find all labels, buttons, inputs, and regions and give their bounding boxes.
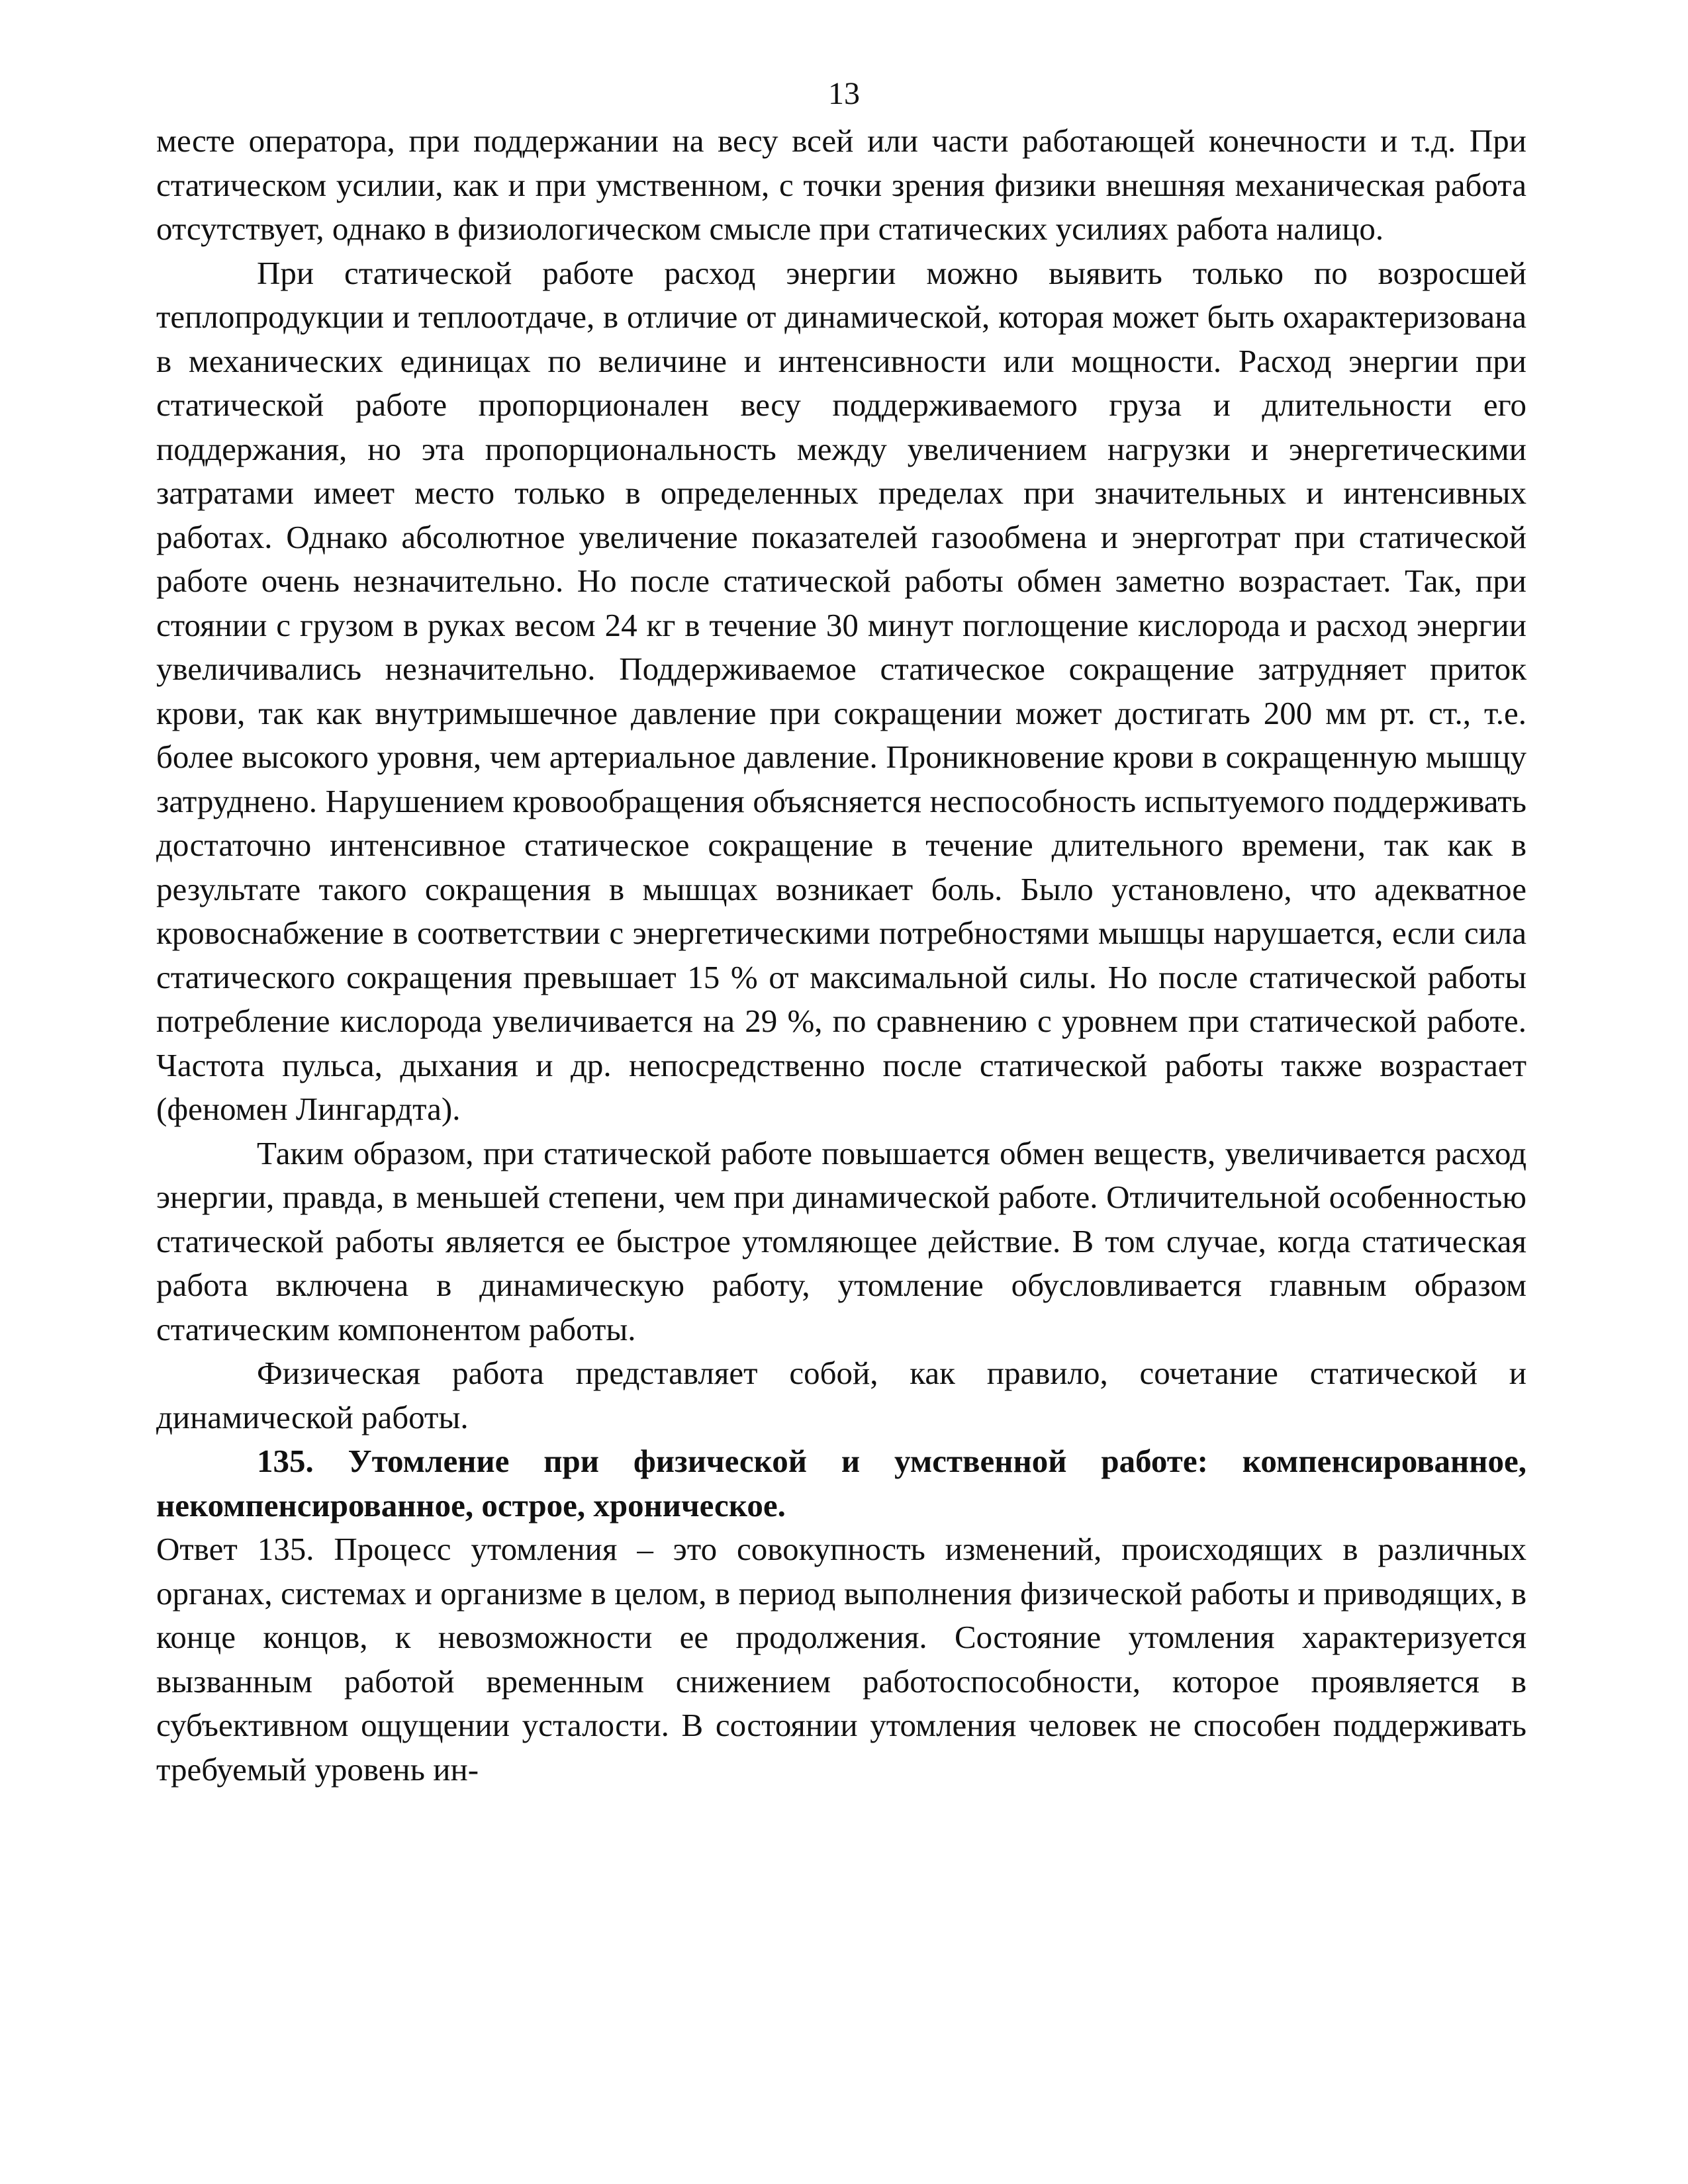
question-heading-135: 135. Утомление при физической и умственной работе: компенсированное, некомпенсированное, острое, хроническое. bbox=[156, 1443, 1526, 1524]
paragraph-physical-work: Физическая работа представляет собой, как правило, сочетание статической и динамической работы. bbox=[156, 1355, 1526, 1435]
answer-135-paragraph: Ответ 135. Процесс утомления – это совокупность изменений, происходящих в различных органах, системах и организме в целом, в период выполнения физической работы и приводящих, в конце концов, к невозможности ее продолжения. Состояние утомления характеризуется вызванным работой временным снижением работоспособности, которое проявляется в субъективном ощущении усталости. В состоянии утомления человек не способен поддерживать требуемый уровень ин- bbox=[156, 1531, 1526, 1788]
paragraph-conclusion: Таким образом, при статической работе повышается обмен веществ, увеличивается расход энергии, правда, в меньшей степени, чем при динамической работе. Отличительной особенностью статической работы является ее быстрое утомляющее действие. В том случае, когда статическая работа включена в динамическую работу, утомление обусловливается главным образом статическим компонентом работы. bbox=[156, 1134, 1526, 1347]
page-number: 13 bbox=[828, 76, 860, 111]
paragraph-static-work-energy: При статической работе расход энергии можно выявить только по возросшей теплопродукции и теплоотдаче, в отличие от динамической, которая может быть охарактеризована в механических единицах по величине и интенсивности или мощности. Расход энергии при статической работе пропорционален весу поддерживаемого груза и длительности его поддержания, но эта пропорциональность между увеличением нагрузки и энергетическими затратами имеет место только в определенных пределах при значительных и интенсивных работах. Однако абсолютное увеличение показателей газообмена и энерготрат при статической работе очень незначительно. Но после статической работы обмен заметно возрастает. Так, при стоянии с грузом в руках весом 24 кг в течение 30 минут поглощение кислорода и расход энергии увеличивались незначительно. Поддерживаемое статическое сокращение затрудняет приток крови, так как внутримышечное давление при сокращении может достигать 200 мм рт. ст., т.е. более высокого уровня, чем артериальное давление. Проникновение крови в сокращенную мышцу затруднено. Нарушением кровообращения объясняется неспособность испытуемого поддерживать достаточно интенсивное статическое сокращение в течение длительного времени, так как в результате такого сокращения в мышцах возникает боль. Было установлено, что адекватное кровоснабжение в соответствии с энергетическими потребностями мышцы нарушается, если сила статического сокращения превышает 15 % от максимальной силы. Но после статической работы потребление кислорода увеличивается на 29 %, по сравнению с уровнем при статической работе. Частота пульса, дыхания и др. непосредственно после статической работы также возрастает (феномен Лингардта). bbox=[156, 254, 1526, 1127]
paragraph-continuation: месте оператора, при поддержании на весу всей или части работающей конечности и т.д. При статическом усилии, как и при умственном, с точки зрения физики внешняя механическая работа отсутствует, однако в физиологическом смысле при статических усилиях работа налицо. bbox=[156, 122, 1526, 247]
document-body bbox=[156, 119, 1526, 1792]
